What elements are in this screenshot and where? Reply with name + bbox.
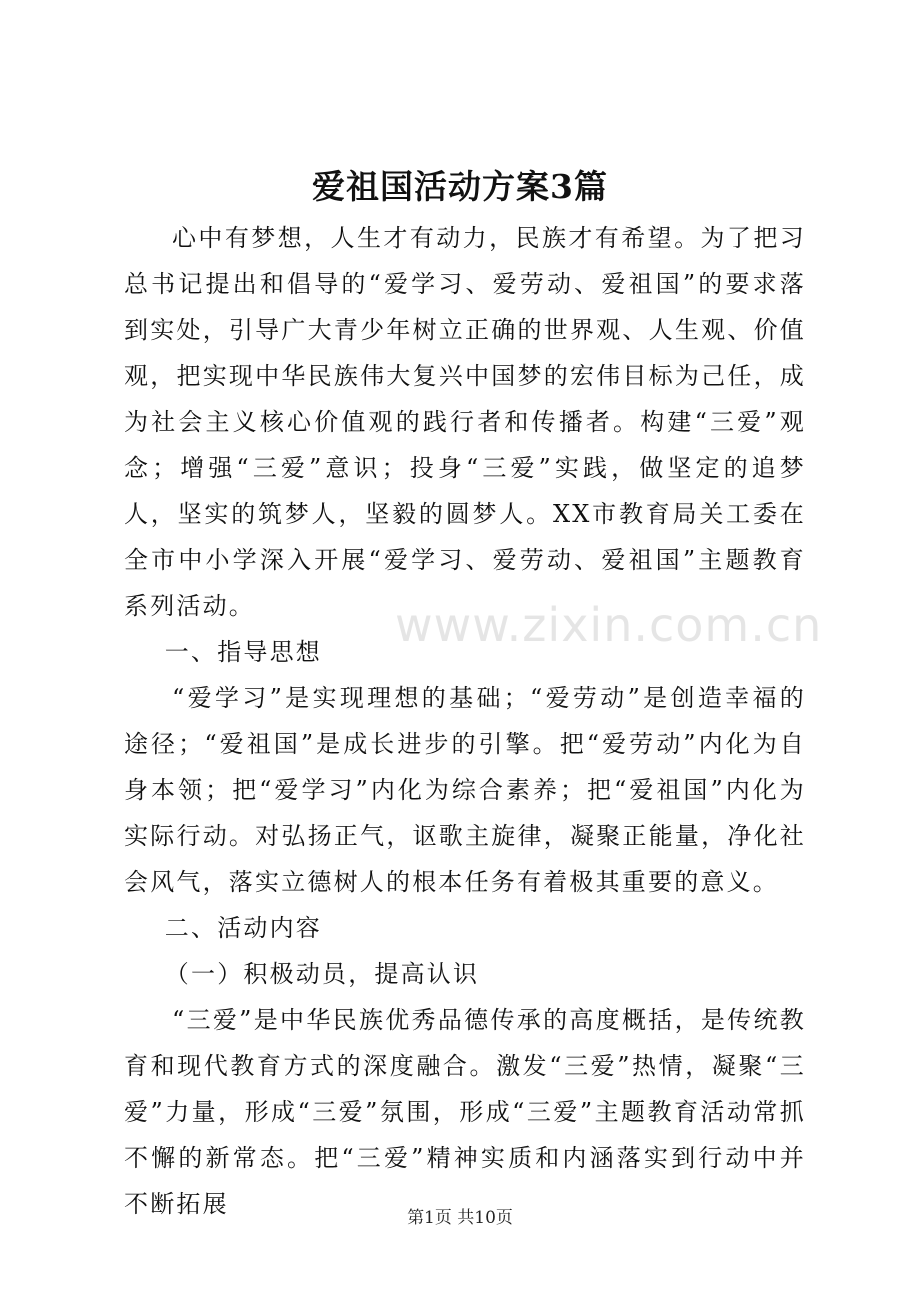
document-body: [124, 215, 806, 1227]
document-title: 爱祖国活动方案3篇: [312, 167, 608, 206]
watermark: www.zixin.com.cn: [395, 598, 823, 652]
section-heading-guiding-thought: 一、指导思想: [164, 638, 322, 666]
paragraph-three-loves: “三爱”是中华民族优秀品德传承的高度概括，是传统教育和现代教育方式的深度融合。激发“三爱”热情，凝聚“三爱”力量，形成“三爱”氛围，形成“三爱”主题教育活动常抓不懈的新常态。把“三爱”精神实质和内涵落实到行动中并不断拓展: [124, 1006, 806, 1218]
section-heading-activity-content: 二、活动内容: [164, 914, 322, 942]
paragraph-guiding-thought: “爱学习”是实现理想的基础；“爱劳动”是创造幸福的途径；“爱祖国”是成长进步的引擎。把“爱劳动”内化为自身本领；把“爱学习”内化为综合素养；把“爱祖国”内化为实际行动。对弘扬正气，讴歌主旋律，凝聚正能量，净化社会风气，落实立德树人的根本任务有着极其重要的意义。: [124, 684, 806, 896]
subsection-heading-mobilize: （一）积极动员，提高认识: [164, 960, 480, 988]
page-footer: 第1页 共10页: [407, 1208, 513, 1228]
paragraph-intro: 心中有梦想，人生才有动力，民族才有希望。为了把习总书记提出和倡导的“爱学习、爱劳动、爱祖国”的要求落到实处，引导广大青少年树立正确的世界观、人生观、价值观，把实现中华民族伟大复兴中国梦的宏伟目标为己任，成为社会主义核心价值观的践行者和传播者。构建“三爱”观念；增强“三爱”意识；投身“三爱”实践，做坚定的追梦人，坚实的筑梦人，坚毅的圆梦人。XX市教育局关工委在全市中小学深入开展“爱学习、爱劳动、爱祖国”主题教育系列活动。: [124, 224, 806, 620]
